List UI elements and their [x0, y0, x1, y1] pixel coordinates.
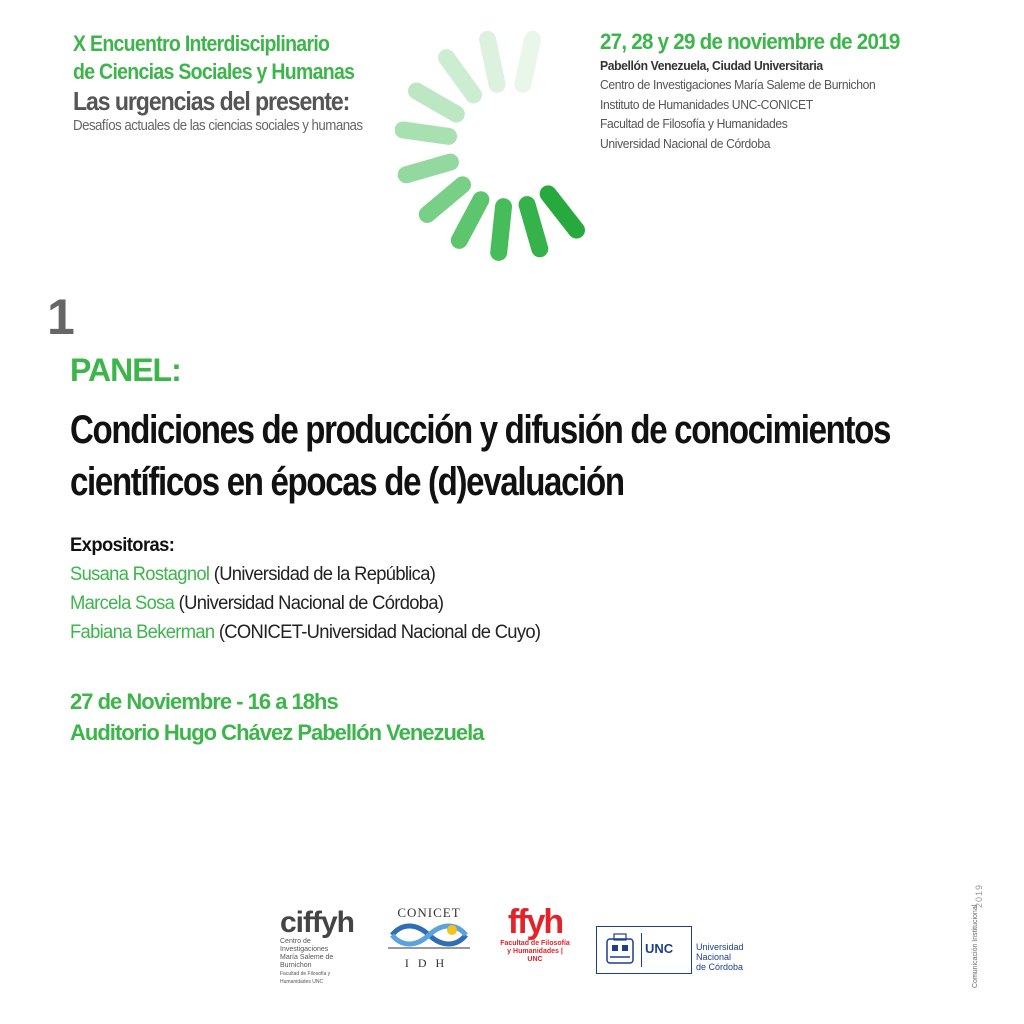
- institution-4: Universidad Nacional de Córdoba: [600, 135, 771, 151]
- event-info: [70, 686, 484, 748]
- speaker-row: [70, 560, 540, 589]
- spinner-bar: [488, 39, 498, 84]
- spinner-bar: [499, 207, 504, 253]
- ffyh-line2: y Humanidades | UNC: [507, 948, 563, 963]
- spinner-bar: [523, 39, 533, 84]
- ciffyh-logo: [280, 908, 355, 986]
- speaker-row: [70, 618, 540, 647]
- event-header: [73, 30, 400, 136]
- idh-label: IDH: [404, 956, 454, 970]
- conicet-infinity-icon: [386, 921, 472, 949]
- ciffyh-line2: María Saleme de Burnichon: [280, 954, 334, 969]
- speaker-row: [70, 589, 540, 618]
- speakers-section: [70, 532, 556, 647]
- communication-stamp: [962, 878, 986, 988]
- spinner-bar: [527, 205, 540, 249]
- speakers-heading: Expositoras:: [70, 535, 175, 556]
- unc-name-line1: Universidad: [696, 942, 744, 952]
- spinner-bar: [406, 162, 450, 175]
- event-title-line1: X Encuentro Interdisciplinario: [73, 31, 330, 56]
- speaker-name: Susana Rostagnol: [70, 564, 210, 585]
- ciffyh-line1: Centro de Investigaciones: [280, 938, 329, 953]
- unc-badge-label: UNC: [645, 941, 674, 956]
- ffyh-logo: [499, 904, 571, 964]
- event-details: [600, 28, 921, 153]
- unc-logo: [596, 926, 746, 974]
- unc-name-line3: de Córdoba: [696, 962, 744, 972]
- panel-title: [70, 404, 1024, 508]
- institution-2: Instituto de Humanidades UNC-CONICET: [600, 96, 813, 112]
- unc-badge: [596, 926, 692, 974]
- speaker-affiliation: (Universidad Nacional de Córdoba): [178, 593, 444, 614]
- event-location: Auditorio Hugo Chávez Pabellón Venezuela: [70, 720, 484, 745]
- conicet-idh-logo: [386, 905, 472, 971]
- speaker-name: Marcela Sosa: [70, 593, 175, 614]
- ciffyh-wordmark: ciffyh: [280, 906, 355, 939]
- conicet-label: CONICET: [397, 905, 461, 920]
- spinner-bar: [447, 58, 474, 95]
- event-subtitle: Desafíos actuales de las ciencias sociales y humanas: [73, 117, 363, 134]
- speaker-affiliation: (Universidad de la República): [213, 564, 436, 585]
- panel-number: 1: [47, 289, 75, 345]
- unc-crest-icon: [601, 931, 639, 969]
- spinner-bar: [403, 130, 449, 136]
- event-venue: Pabellón Venezuela, Ciudad Universitaria: [600, 58, 823, 73]
- spinner-bar: [427, 185, 462, 215]
- stamp-text: Comunicación Institucional: [972, 904, 979, 988]
- ffyh-line1: Facultad de Filosofía: [500, 940, 570, 947]
- event-title-line2: de Ciencias Sociales y Humanas: [73, 59, 355, 84]
- stamp-year: 2019: [974, 883, 984, 908]
- ffyh-wordmark: ffyh: [507, 903, 563, 941]
- spinner-bar: [416, 91, 456, 114]
- unc-name-line2: Nacional: [696, 952, 732, 962]
- event-theme: Las urgencias del presente:: [73, 86, 350, 116]
- ciffyh-line3: Facultad de Filosofía y Humanidades UNC: [280, 971, 331, 985]
- institution-3: Facultad de Filosofía y Humanidades: [600, 116, 788, 131]
- speaker-affiliation: (CONICET-Universidad Nacional de Cuyo): [218, 622, 541, 643]
- panel-label: PANEL:: [70, 352, 181, 388]
- institution-1: Centro de Investigaciones María Saleme de Burnichon: [600, 77, 876, 92]
- unc-name: [696, 942, 744, 972]
- spinner-bar: [548, 194, 576, 230]
- event-dates: 27, 28 y 29 de noviembre de 2019: [600, 29, 900, 54]
- speaker-name: Fabiana Bekerman: [70, 622, 215, 643]
- spinner-bar: [459, 200, 481, 241]
- loading-spinner-icon: [395, 25, 625, 270]
- panel-title-line1: Condiciones de producción y difusión de conocimientos: [70, 408, 891, 452]
- panel-title-line2: científicos en épocas de (d)evaluación: [70, 460, 624, 504]
- event-datetime: 27 de Noviembre - 16 a 18hs: [70, 689, 338, 714]
